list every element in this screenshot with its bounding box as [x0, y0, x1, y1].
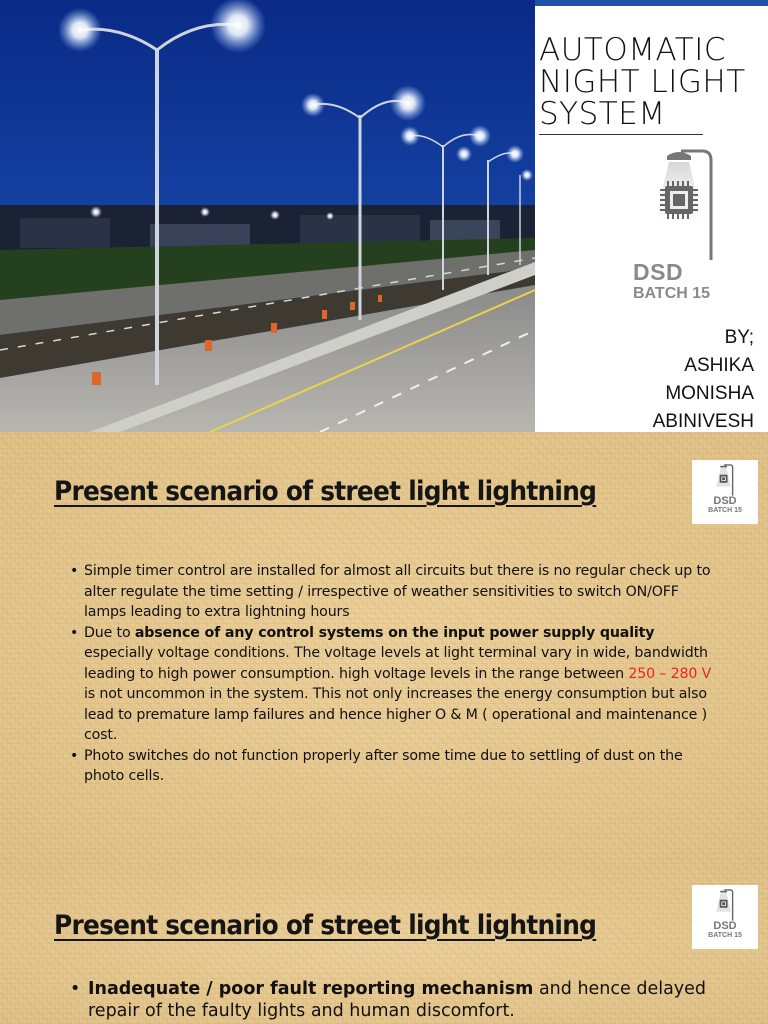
presentation-title: AUTOMATIC NIGHT LIGHT SYSTEM — [539, 32, 746, 132]
slide-title: Present scenario of street light lightning — [54, 476, 597, 507]
street-lamp-chip-icon — [714, 464, 736, 498]
street-lights-photo — [0, 0, 535, 432]
list-item: • Simple timer control are installed for almost all circuits but there is no regular check up to alter regulate the time setting / irrespective of weather sensitivities to switch ON/OFF lamps leading to extra lightning hours — [70, 561, 720, 623]
logo-dsd-text: DSD — [713, 920, 737, 932]
street-lamp-chip-icon — [645, 148, 723, 268]
logo-batch-text: BATCH 15 — [708, 507, 742, 514]
list-item: • Due to absence of any control systems on the input power supply quality especially voltage conditions. The voltage levels at light terminal vary in wide, bandwidth leading to high power consumption. high voltage levels in the range between 250 – 280 V is not uncommon in the system. This not only increases the energy consumption but also lead to premature lamp failures and hence higher O & M ( operational and maintenance ) cost. — [70, 623, 720, 746]
list-item: • Photo switches do not function properly after some time due to settling of dust on the photo cells. — [70, 746, 720, 787]
bullet-list — [70, 978, 730, 1022]
author-list: BY; ASHIKA MONISHA ABINIVESH — [652, 327, 754, 432]
title-divider — [539, 134, 703, 135]
title-panel — [535, 6, 768, 432]
logo-card — [692, 885, 758, 949]
slide-title: Present scenario of street light lightning — [54, 910, 597, 941]
logo-batch-text: BATCH 15 — [708, 932, 742, 939]
list-item: • Inadequate / poor fault reporting mechanism and hence delayed repair of the faulty lights and human discomfort. — [70, 978, 730, 1022]
logo-text: DSD BATCH 15 — [633, 259, 711, 302]
logo-card — [692, 460, 758, 524]
street-lamp-chip-icon — [714, 889, 736, 923]
logo-dsd-text: DSD — [713, 495, 737, 507]
bullet-list — [70, 561, 720, 787]
scenario-slide-1 — [0, 432, 768, 864]
title-slide — [0, 0, 768, 432]
scenario-slide-2 — [0, 864, 768, 1024]
